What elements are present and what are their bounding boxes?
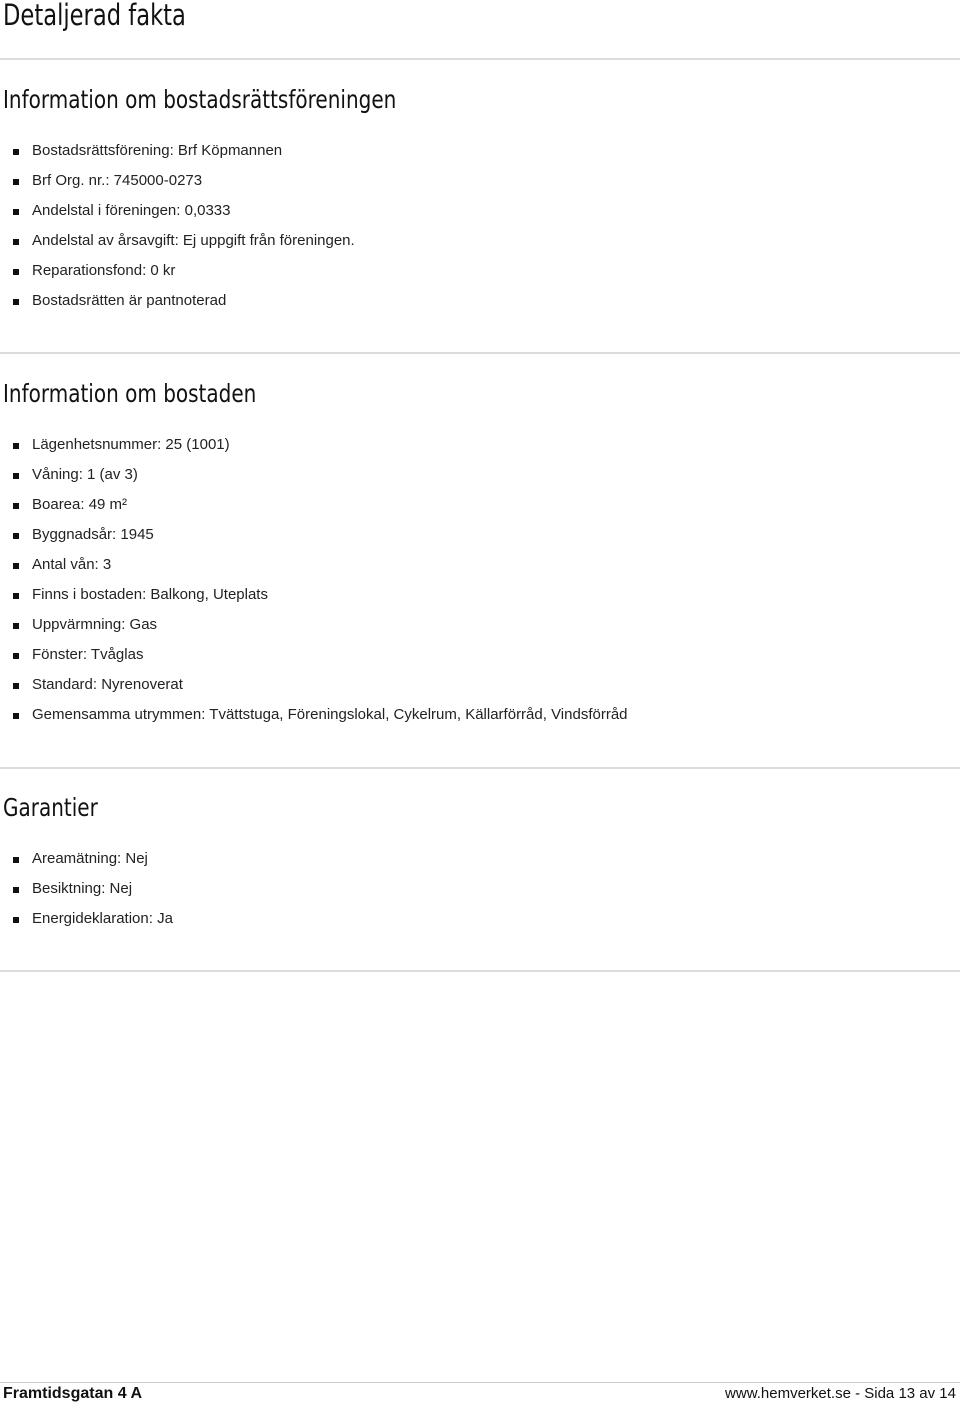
square-bullet-icon bbox=[13, 209, 19, 215]
square-bullet-icon bbox=[13, 533, 19, 539]
square-bullet-icon bbox=[13, 503, 19, 509]
section-divider bbox=[0, 352, 960, 354]
page-title: Detaljerad fakta bbox=[3, 0, 186, 32]
footer-page-info: www.hemverket.se - Sida 13 av 14 bbox=[725, 1385, 956, 1402]
section-divider bbox=[0, 970, 960, 972]
square-bullet-icon bbox=[13, 887, 19, 893]
square-bullet-icon bbox=[13, 713, 19, 719]
section-title-guarantees: Garantier bbox=[3, 793, 98, 822]
footer-divider bbox=[0, 1382, 960, 1383]
section-title-association: Information om bostadsrättsföreningen bbox=[3, 85, 397, 114]
square-bullet-icon bbox=[13, 443, 19, 449]
square-bullet-icon bbox=[13, 473, 19, 479]
square-bullet-icon bbox=[13, 623, 19, 629]
section-divider bbox=[0, 767, 960, 769]
square-bullet-icon bbox=[13, 149, 19, 155]
square-bullet-icon bbox=[13, 857, 19, 863]
square-bullet-icon bbox=[13, 917, 19, 923]
square-bullet-icon bbox=[13, 653, 19, 659]
square-bullet-icon bbox=[13, 593, 19, 599]
square-bullet-icon bbox=[13, 683, 19, 689]
square-bullet-icon bbox=[13, 269, 19, 275]
section-title-residence: Information om bostaden bbox=[3, 379, 257, 408]
square-bullet-icon bbox=[13, 299, 19, 305]
section-divider bbox=[0, 58, 960, 60]
square-bullet-icon bbox=[13, 239, 19, 245]
footer-address: Framtidsgatan 4 A bbox=[3, 1385, 142, 1402]
square-bullet-icon bbox=[13, 563, 19, 569]
square-bullet-icon bbox=[13, 179, 19, 185]
